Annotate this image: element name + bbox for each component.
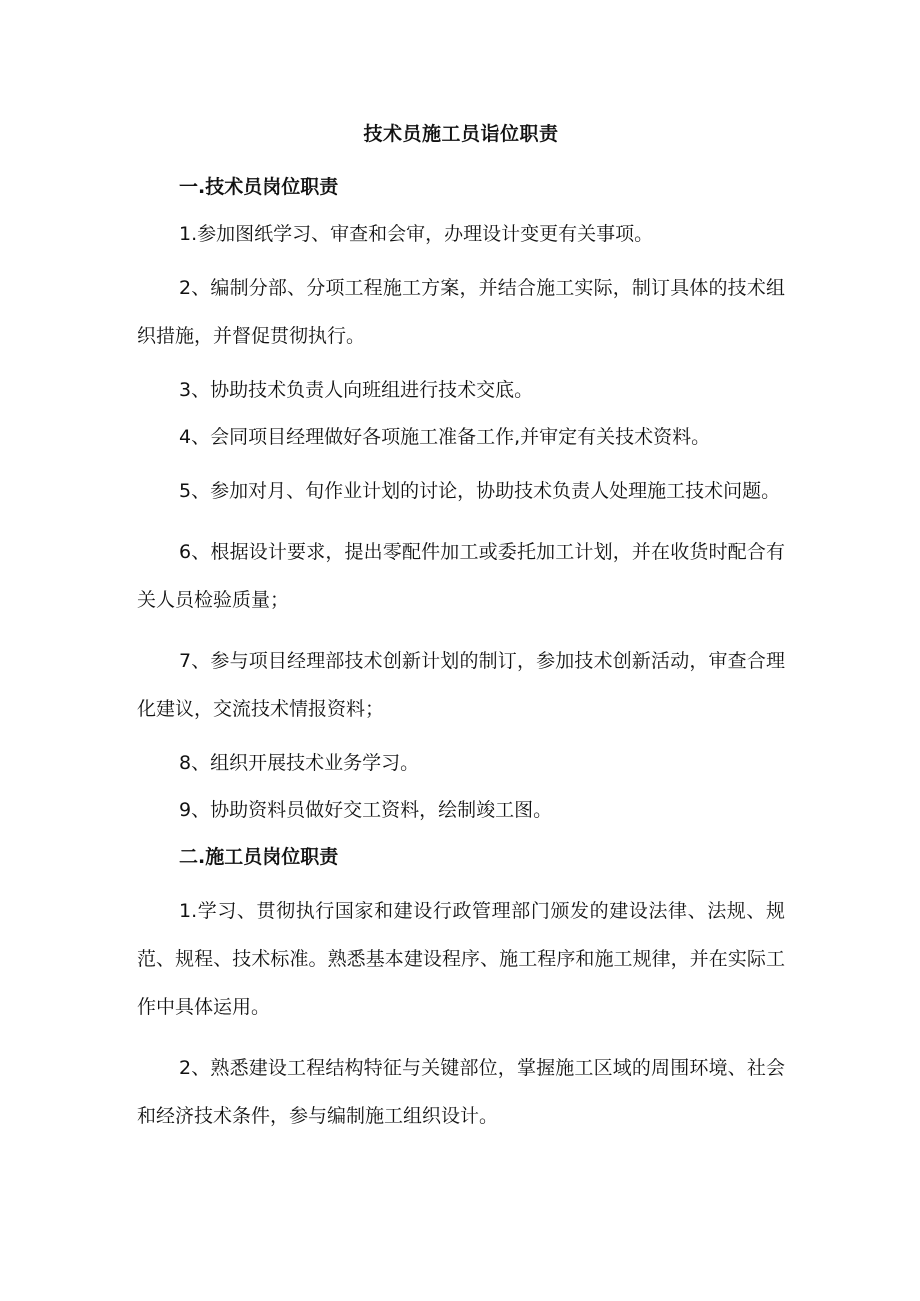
- section-heading-construction-worker: 二.施工员岗位职责: [179, 846, 339, 868]
- technician-duty-4: 4、会同项目经理做好各项施工准备工作,并审定有关技术资料。: [179, 426, 711, 448]
- technician-duty-7: 7、参与项目经理部技术创新计划的制订，参加技术创新活动，审查合理化建议，交流技术情报资料；: [137, 650, 785, 720]
- technician-duty-8: 8、组织开展技术业务学习。: [179, 752, 420, 774]
- construction-worker-duty-2: 2、熟悉建设工程结构特征与关键部位，掌握施工区域的周围环境、社会和经济技术条件，参与编制施工组织设计。: [137, 1057, 785, 1127]
- technician-duty-2: 2、编制分部、分项工程施工方案，并结合施工实际，制订具体的技术组织措施，并督促贯彻执行。: [137, 277, 785, 347]
- technician-duty-5: 5、参加对月、旬作业计划的讨论，协助技术负责人处理施工技术问题。: [179, 480, 781, 502]
- section-heading-technician: 一.技术员岗位职责: [179, 176, 339, 198]
- technician-duty-9: 9、协助资料员做好交工资料，绘制竣工图。: [179, 799, 553, 821]
- technician-duty-6: 6、根据设计要求，提出零配件加工或委托加工计划，并在收货时配合有关人员检验质量；: [137, 541, 785, 611]
- technician-duty-3: 3、协助技术负责人向班组进行技术交底。: [179, 379, 534, 401]
- technician-duty-1: 1.参加图纸学习、审查和会审，办理设计变更有关事项。: [179, 223, 654, 245]
- document-title: 技术员施工员诣位职责: [363, 123, 559, 145]
- construction-worker-duty-1: 1.学习、贯彻执行国家和建设行政管理部门颁发的建设法律、法规、规范、规程、技术标准。熟悉基本建设程序、施工程序和施工规律，并在实际工作中具体运用。: [137, 900, 785, 1018]
- document-content: [137, 118, 785, 1153]
